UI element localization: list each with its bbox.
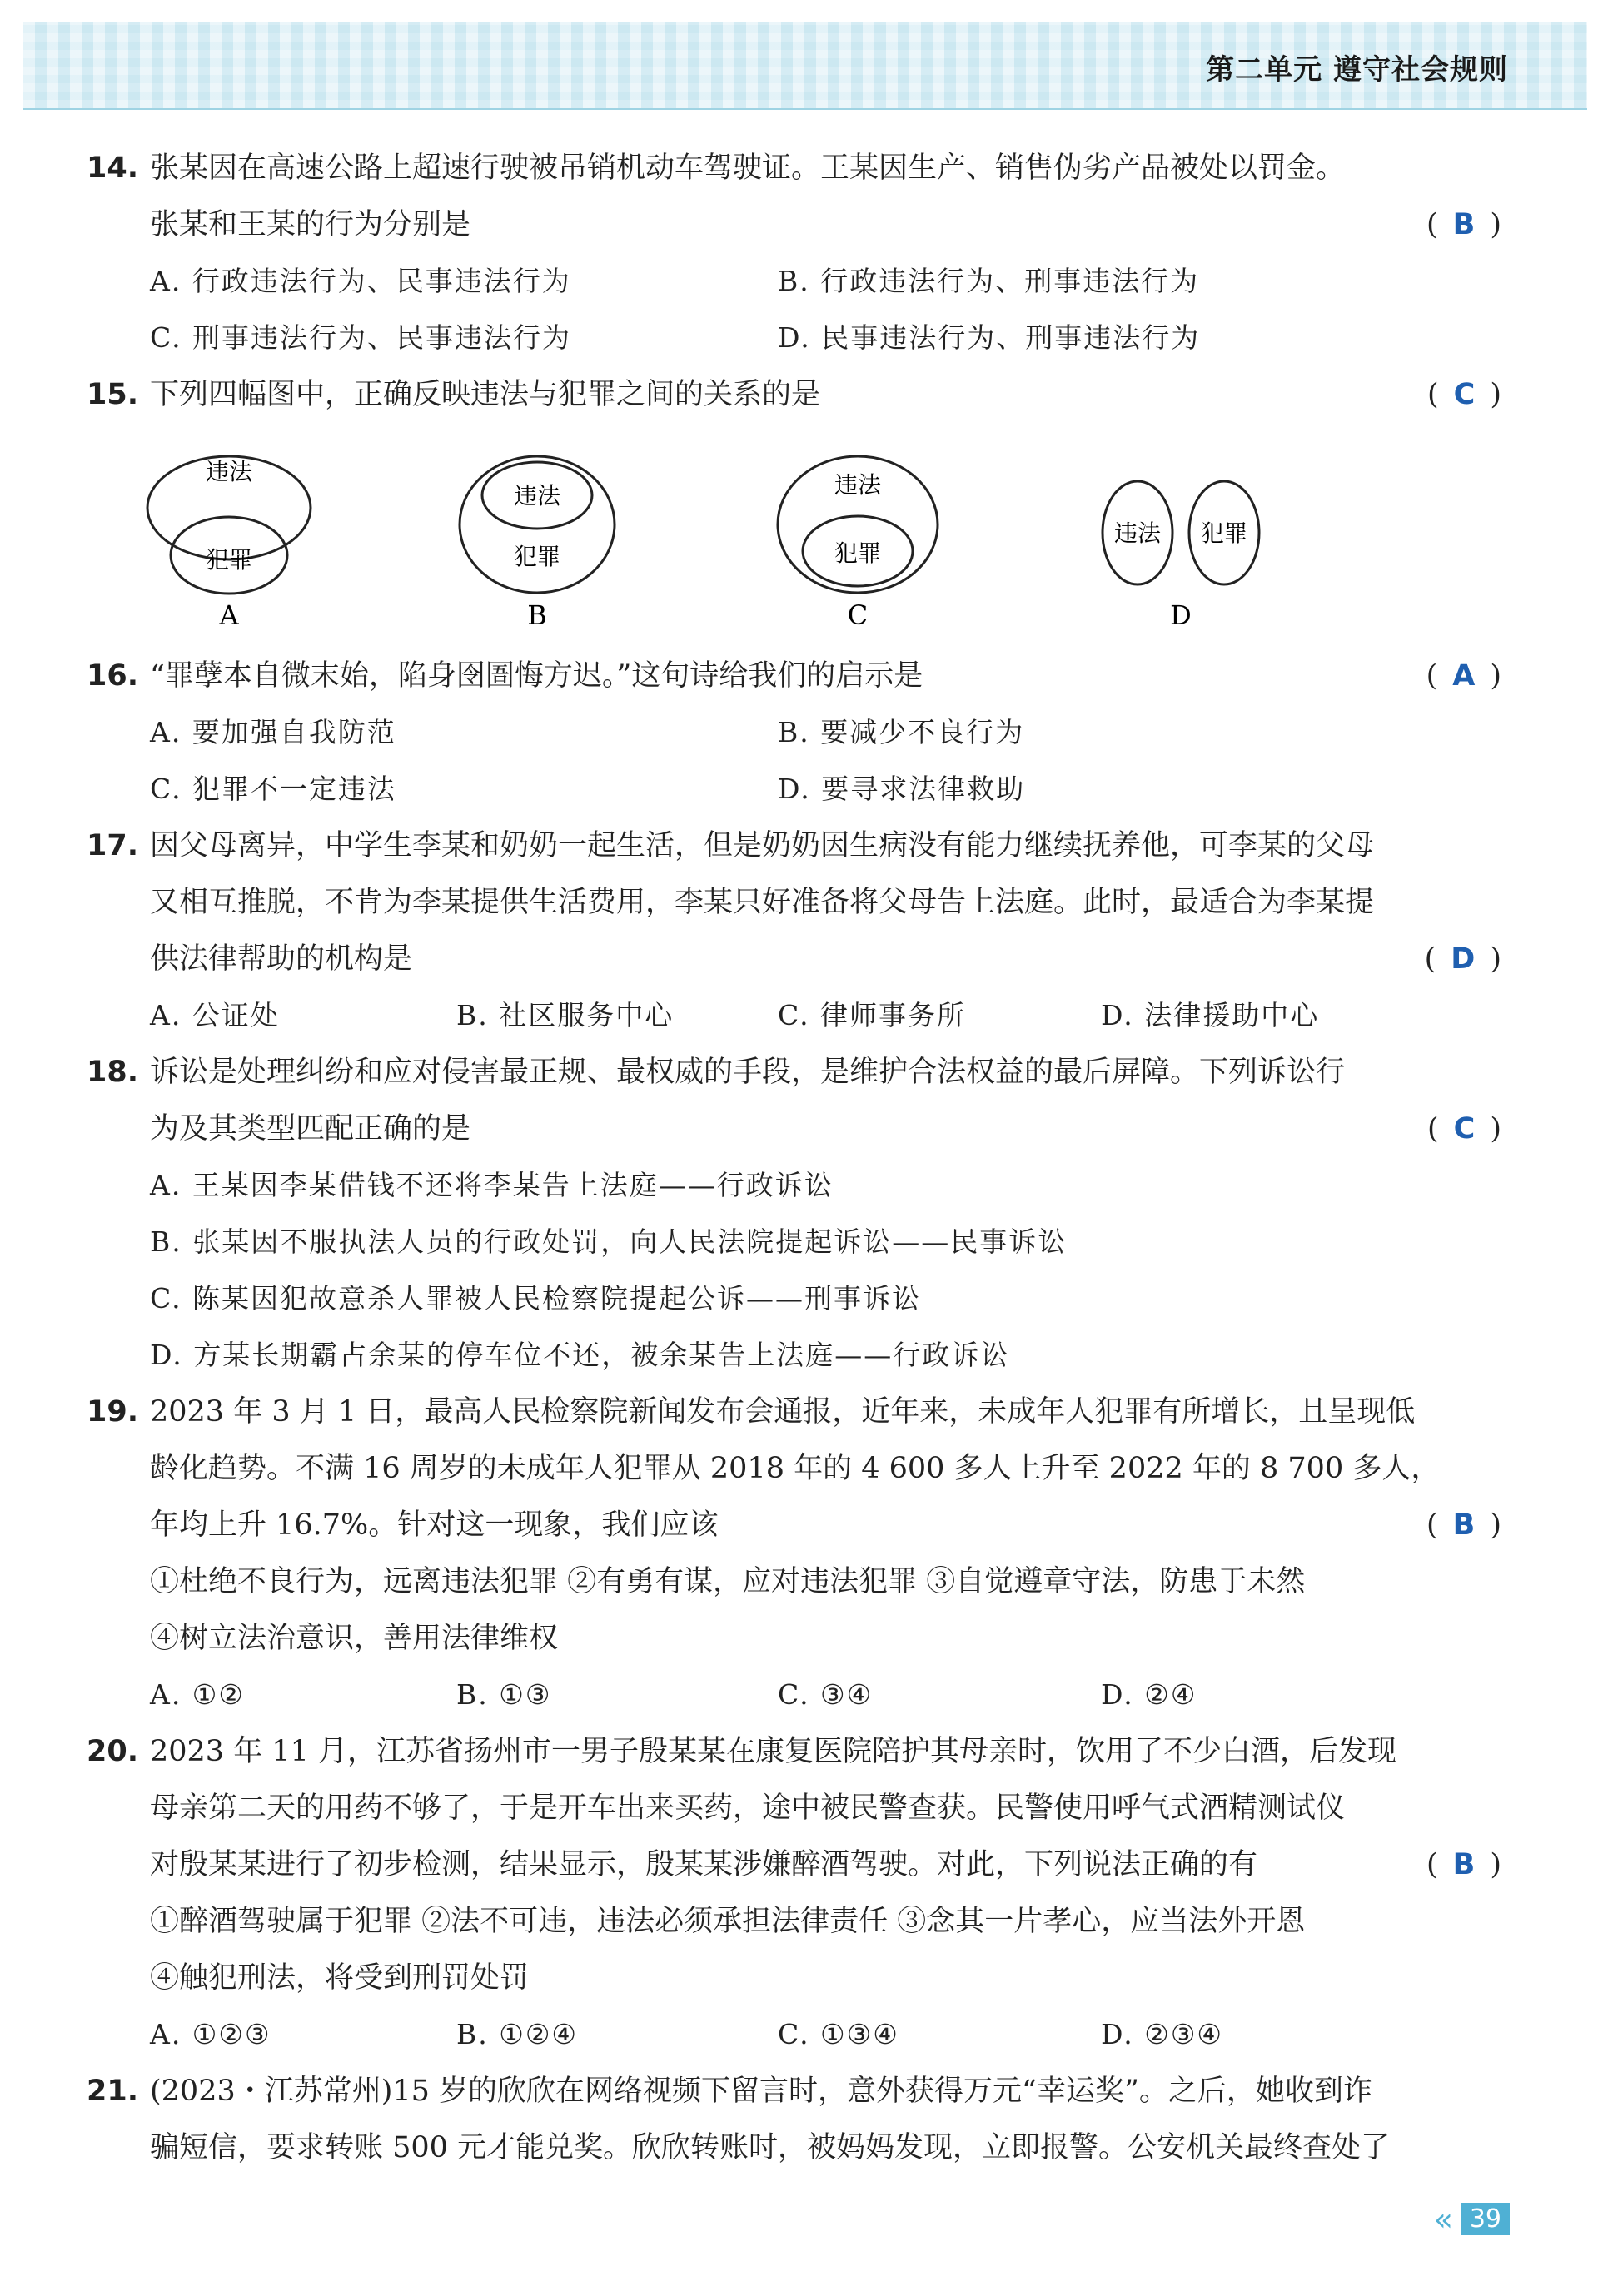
page-number: 39 <box>1461 2203 1510 2235</box>
question-number: 14. <box>87 152 139 185</box>
question-number: 21. <box>87 2075 139 2108</box>
venn-letter-c: C <box>847 599 869 631</box>
question-number: 18. <box>87 1056 139 1089</box>
statement-line: ④触犯刑法，将受到刑罚处罚 <box>150 1961 530 1995</box>
question-text: 年均上升 16.7%。针对这一现象，我们应该 <box>150 1508 719 1542</box>
question-text: “罪孽本自微末始，陷身囹圄悔方迟。”这句诗给我们的启示是 <box>150 659 923 693</box>
question-text: 供法律帮助的机构是 <box>150 942 413 976</box>
answer-letter: D <box>1451 942 1476 976</box>
question-text: 张某因在高速公路上超速行驶被吊销机动车驾驶证。王某因生产、销售伪劣产品被处以罚金。 <box>150 152 1346 185</box>
venn-label-right: 犯罪 <box>1200 519 1248 547</box>
venn-label-inner: 违法 <box>513 482 561 509</box>
option-b: B. 行政违法行为、刑事违法行为 <box>778 265 1200 297</box>
question-text: 骗短信，要求转账 500 元才能兑奖。欣欣转账时，被妈妈发现，立即报警。公安机关最终查处了 <box>150 2131 1391 2164</box>
venn-diagrams <box>142 450 1282 641</box>
answer-letter: B <box>1452 1508 1476 1542</box>
venn-letter-d: D <box>1170 599 1192 631</box>
question-text: 2023 年 3 月 1 日，最高人民检察院新闻发布会通报，近年来，未成年人犯罪有所增长，且呈现低 <box>150 1395 1416 1429</box>
option-a: A. 行政违法行为、民事违法行为 <box>150 265 571 297</box>
question-text: 母亲第二天的用药不够了，于是开车出来买药，途中被民警查获。民警使用呼气式酒精测试仪 <box>150 1792 1346 1825</box>
option-b: B. ①②④ <box>456 2018 578 2050</box>
venn-letter-b: B <box>527 599 547 631</box>
question-number: 16. <box>87 659 139 693</box>
venn-label-left: 违法 <box>1113 519 1162 547</box>
venn-label-outer: 违法 <box>205 458 253 485</box>
question-text: 诉讼是处理纠纷和应对侵害最正规、最权威的手段，是维护合法权益的最后屏障。下列诉讼行 <box>150 1056 1346 1089</box>
option-d: D. 要寻求法律救助 <box>778 773 1026 805</box>
answer-box: ( B ) <box>1426 1848 1501 1881</box>
question-text: 又相互推脱，不肯为李某提供生活费用，李某只好准备将父母告上法庭。此时，最适合为李某提 <box>150 886 1375 919</box>
answer-box: ( D ) <box>1424 942 1501 976</box>
question-text: 龄化趋势。不满 16 周岁的未成年人犯罪从 2018 年的 4 600 多人上升至 2022 年的 8 700 多人， <box>150 1452 1441 1485</box>
header-divider <box>23 108 1587 110</box>
venn-d <box>1103 481 1259 584</box>
answer-letter: C <box>1453 378 1476 411</box>
unit-title: 第二单元 遵守社会规则 <box>1206 53 1508 87</box>
option-c: C. 律师事务所 <box>778 999 967 1031</box>
option-b: B. ①③ <box>456 1678 552 1711</box>
answer-box: ( B ) <box>1426 1508 1501 1542</box>
option-c: C. 刑事违法行为、民事违法行为 <box>150 321 572 354</box>
option-d: D. ②③④ <box>1101 2018 1224 2050</box>
option-d: D. 法律援助中心 <box>1101 999 1320 1031</box>
statement-line: ①杜绝不良行为，远离违法犯罪 ②有勇有谋，应对违法犯罪 ③自觉遵章守法，防患于未然 <box>150 1565 1306 1598</box>
answer-letter: C <box>1453 1112 1476 1146</box>
statement-line: ①醉酒驾驶属于犯罪 ②法不可违，违法必须承担法律责任 ③念其一片孝心，应当法外开恩 <box>150 1905 1306 1938</box>
venn-label-outer: 犯罪 <box>513 543 561 570</box>
option-b: B. 张某因不服执法人员的行政处罚，向人民法院提起诉讼——民事诉讼 <box>150 1225 1068 1258</box>
question-text: 为及其类型匹配正确的是 <box>150 1112 471 1146</box>
venn-label-outer: 违法 <box>834 471 882 499</box>
statement-line: ④树立法治意识，善用法律维权 <box>150 1622 559 1655</box>
answer-letter: A <box>1452 659 1476 693</box>
option-a: A. ①② <box>150 1678 245 1711</box>
question-text: 下列四幅图中，正确反映违法与犯罪之间的关系的是 <box>150 378 821 411</box>
question-text: (2023・江苏常州)15 岁的欣欣在网络视频下留言时，意外获得万元“幸运奖”。之后，她收到诈 <box>150 2075 1372 2108</box>
option-c: C. 犯罪不一定违法 <box>150 773 397 805</box>
question-number: 19. <box>87 1395 139 1429</box>
venn-a <box>147 456 311 594</box>
question-number: 15. <box>87 378 139 411</box>
option-b: B. 要减少不良行为 <box>778 716 1025 748</box>
answer-box: ( C ) <box>1427 1112 1501 1146</box>
venn-c <box>778 456 938 593</box>
option-a: A. 王某因李某借钱不还将李某告上法庭——行政诉讼 <box>150 1169 834 1201</box>
option-b: B. 社区服务中心 <box>456 999 675 1031</box>
question-text: 对殷某某进行了初步检测，结果显示，殷某某涉嫌醉酒驾驶。对此，下列说法正确的有 <box>150 1848 1258 1881</box>
answer-box: ( B ) <box>1426 208 1501 241</box>
option-d: D. ②④ <box>1101 1678 1197 1711</box>
option-c: C. ③④ <box>778 1678 874 1711</box>
question-number: 20. <box>87 1735 139 1768</box>
option-a: A. 公证处 <box>150 999 280 1031</box>
venn-label-inner: 犯罪 <box>834 539 882 567</box>
answer-letter: B <box>1452 1848 1476 1881</box>
option-a: A. 要加强自我防范 <box>150 716 396 748</box>
answer-letter: B <box>1452 208 1476 241</box>
chevron-left-icon: « <box>1433 2201 1453 2238</box>
option-c: C. ①③④ <box>778 2018 899 2050</box>
venn-label-inner: 犯罪 <box>205 546 253 574</box>
question-number: 17. <box>87 829 139 862</box>
question-text: 2023 年 11 月，江苏省扬州市一男子殷某某在康复医院陪护其母亲时，饮用了不少白酒，后发现 <box>150 1735 1396 1768</box>
option-d: D. 方某长期霸占余某的停车位不还，被余某告上法庭——行政诉讼 <box>150 1339 1010 1371</box>
option-d: D. 民事违法行为、刑事违法行为 <box>778 321 1201 354</box>
answer-box: ( A ) <box>1426 659 1501 693</box>
option-a: A. ①②③ <box>150 2018 271 2050</box>
question-text: 张某和王某的行为分别是 <box>150 208 471 241</box>
option-c: C. 陈某因犯故意杀人罪被人民检察院提起公诉——刑事诉讼 <box>150 1282 922 1314</box>
answer-box: ( C ) <box>1427 378 1501 411</box>
venn-b <box>460 456 615 593</box>
venn-letter-a: A <box>219 599 239 631</box>
question-text: 因父母离异，中学生李某和奶奶一起生活，但是奶奶因生病没有能力继续抚养他，可李某的父母 <box>150 829 1375 862</box>
